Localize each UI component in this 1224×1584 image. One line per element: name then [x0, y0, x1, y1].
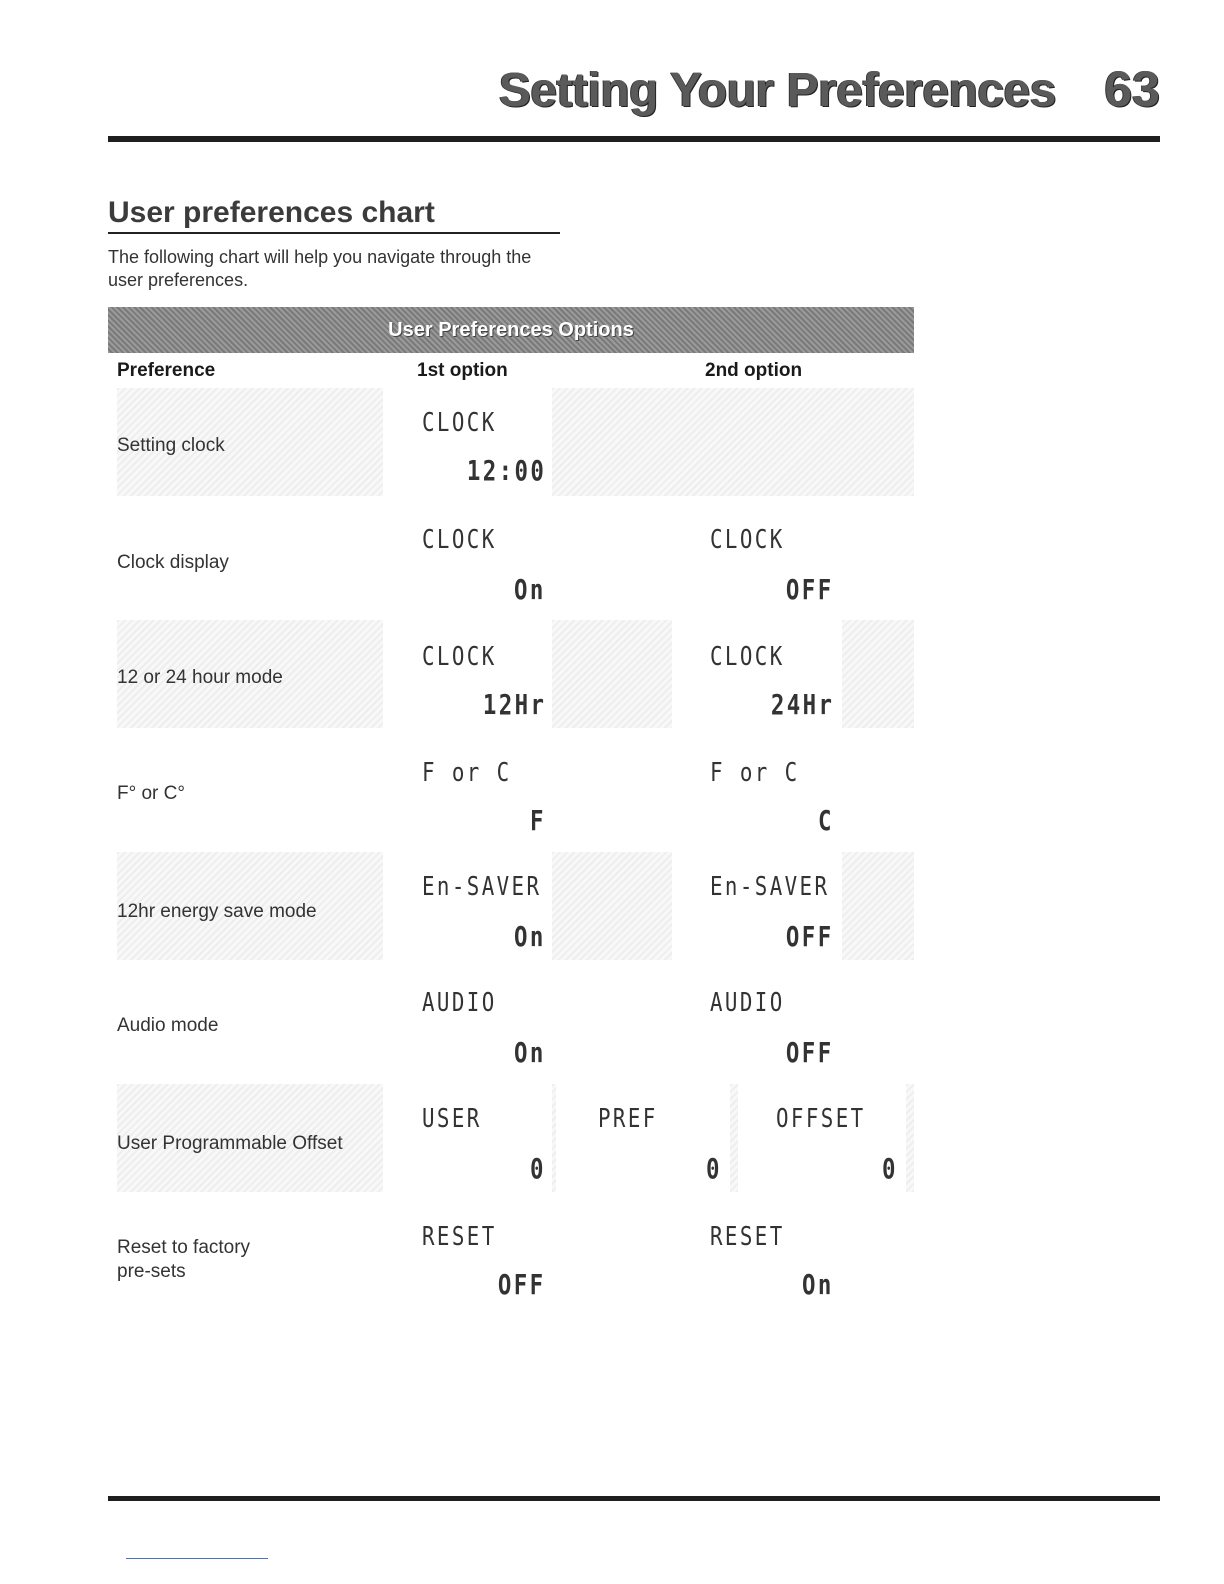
table-row: [0, 1084, 1224, 1194]
table-banner: User Preferences Options: [108, 307, 914, 353]
row-shade: [552, 620, 672, 728]
table-row: [0, 505, 1224, 615]
option1-bottom-display: On: [514, 1036, 546, 1069]
table-row: [0, 852, 1224, 962]
header-rule: [108, 136, 1160, 142]
option2-top-display: RESET: [710, 1222, 785, 1252]
table-row: [0, 1202, 1224, 1312]
row-label: Reset to factory pre-sets: [117, 1237, 251, 1282]
option2-top-display: CLOCK: [710, 525, 785, 555]
option1-bottom-display: 12Hr: [482, 688, 546, 721]
option2-bottom-display: On: [802, 1268, 834, 1301]
column-header-preference: Preference: [117, 360, 216, 381]
option1-bottom-display: OFF: [498, 1268, 546, 1301]
option1-bottom-display: 0: [530, 1152, 546, 1185]
row-shade: [730, 1084, 738, 1192]
row-shade: [552, 1084, 556, 1192]
footer-rule: [108, 1496, 1160, 1501]
column-header-1st-option: 1st option: [417, 360, 508, 381]
middle-top-display: PREF: [598, 1104, 658, 1134]
option2-bottom-display: OFF: [786, 920, 834, 953]
page-number: 63: [1104, 61, 1160, 117]
option1-top-display: En-SAVER: [422, 872, 542, 902]
option2-bottom-display: 24Hr: [770, 688, 834, 721]
page-title: Setting Your Preferences: [498, 64, 1056, 117]
footer-link-line: [126, 1558, 268, 1559]
page-header: [0, 60, 1160, 118]
option1-top-display: CLOCK: [422, 642, 497, 672]
row-label: Setting clock: [117, 435, 225, 456]
row-shade: [552, 852, 672, 960]
row-label: F° or C°: [117, 783, 185, 804]
option1-bottom-display: 12:00: [466, 454, 546, 487]
option2-bottom-display: C: [818, 804, 834, 837]
row-shade: [552, 388, 914, 496]
option1-top-display: USER: [422, 1104, 482, 1134]
option1-bottom-display: On: [514, 573, 546, 606]
option1-top-display: AUDIO: [422, 988, 497, 1018]
row-label: Clock display: [117, 552, 229, 573]
section-title: User preferences chart: [108, 196, 560, 234]
option2-bottom-display: OFF: [786, 1036, 834, 1069]
row-label: 12hr energy save mode: [117, 901, 317, 922]
option2-top-display: F or C: [710, 758, 800, 788]
row-shade: [842, 852, 914, 960]
option2-top-display: CLOCK: [710, 642, 785, 672]
option1-top-display: F or C: [422, 758, 512, 788]
row-label: Audio mode: [117, 1015, 219, 1036]
option1-top-display: CLOCK: [422, 525, 497, 555]
table-row: [0, 388, 1224, 498]
option1-top-display: CLOCK: [422, 408, 497, 438]
column-header-2nd-option: 2nd option: [705, 360, 803, 381]
row-shade: [842, 620, 914, 728]
table-row: [0, 620, 1224, 730]
option1-bottom-display: F: [530, 804, 546, 837]
option2-top-display: AUDIO: [710, 988, 785, 1018]
option2-bottom-display: OFF: [786, 573, 834, 606]
option2-top-display: OFFSET: [776, 1104, 866, 1134]
row-shade: [906, 1084, 914, 1192]
option2-bottom-left-display: 0: [706, 1152, 722, 1185]
table-row: [0, 738, 1224, 848]
option2-top-display: En-SAVER: [710, 872, 830, 902]
table-row: [0, 970, 1224, 1080]
row-label: User Programmable Offset: [117, 1133, 343, 1154]
row-label: 12 or 24 hour mode: [117, 667, 283, 688]
intro-text: The following chart will help you navigate through the user preferences.: [108, 247, 532, 290]
option1-bottom-display: On: [514, 920, 546, 953]
option2-bottom-display: 0: [882, 1152, 898, 1185]
option1-top-display: RESET: [422, 1222, 497, 1252]
